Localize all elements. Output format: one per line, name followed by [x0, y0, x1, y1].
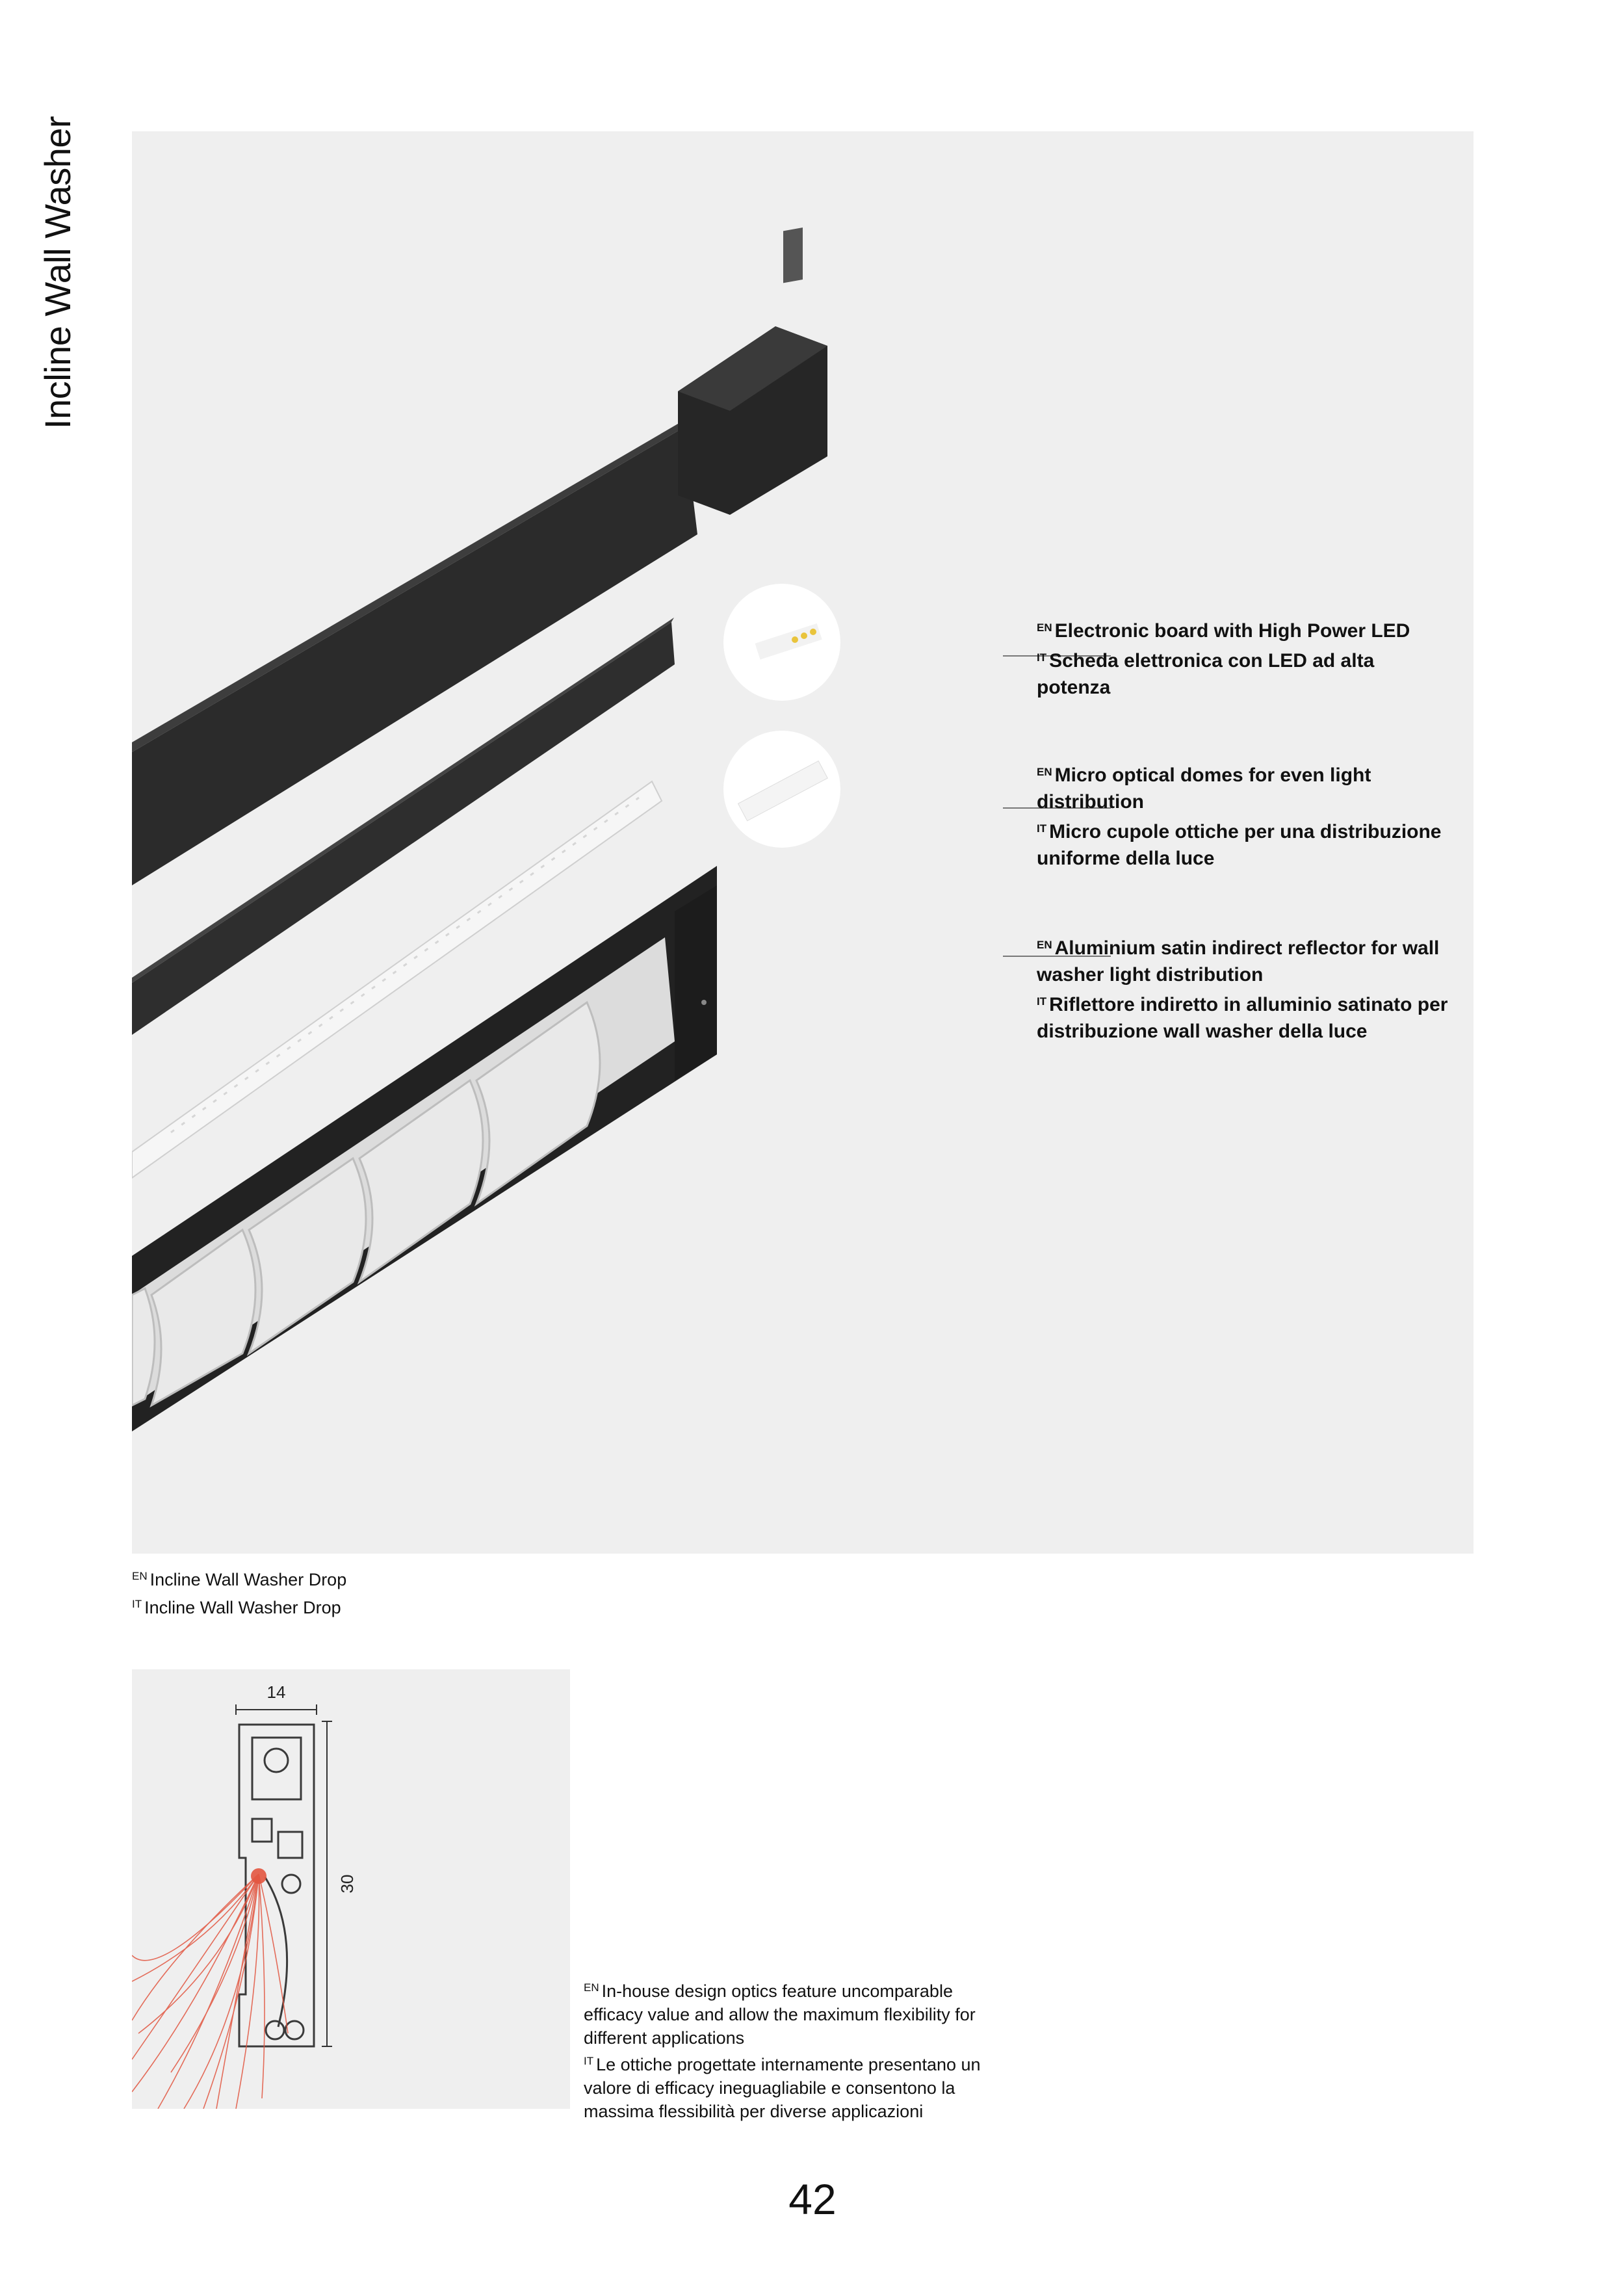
- callout-pcb: [1037, 614, 1453, 701]
- optics-en: In-house design optics feature uncomparable efficacy value and allow the maximum flexibility for different applications: [584, 1981, 976, 2048]
- lang-tag-en: EN: [1037, 939, 1052, 951]
- profile-section-drawing: [132, 1669, 570, 2109]
- profile-section-panel: [132, 1669, 570, 2109]
- lang-tag-it: IT: [1037, 995, 1047, 1008]
- page-number: 42: [788, 2175, 837, 2223]
- lang-tag-en: EN: [584, 1981, 599, 1994]
- light-rays: [132, 1874, 288, 2109]
- lang-tag-it: IT: [1037, 651, 1047, 664]
- caption-en: Incline Wall Washer Drop: [149, 1570, 347, 1589]
- lang-tag-it: IT: [584, 2055, 594, 2067]
- lang-tag-it: IT: [1037, 822, 1047, 835]
- height-dimension-label: 30: [337, 1874, 357, 1894]
- optics-description: [584, 1976, 1013, 2123]
- optics-it: Le ottiche progettate internamente presentano un valore di efficacy ineguagliabile e consentono la massima flessibilità per diverse applicazioni: [584, 2055, 981, 2121]
- width-dimension-label: 14: [266, 1682, 286, 1702]
- callout-domes-it: Micro cupole ottiche per una distribuzione uniforme della luce: [1037, 821, 1442, 869]
- lang-tag-en: EN: [1037, 621, 1052, 634]
- lang-tag-en: EN: [1037, 766, 1052, 778]
- callout-domes: [1037, 759, 1453, 872]
- product-caption: [132, 1564, 346, 1620]
- side-title: Incline Wall Washer: [37, 116, 78, 429]
- pcb-detail-bubble: [723, 584, 840, 701]
- caption-it: Incline Wall Washer Drop: [144, 1598, 341, 1617]
- callout-reflector-it: Riflettore indiretto in alluminio satinato per distribuzione wall washer della luce: [1037, 994, 1448, 1042]
- lang-tag-it: IT: [132, 1598, 142, 1610]
- callout-pcb-it: Scheda elettronica con LED ad alta potenza: [1037, 650, 1375, 698]
- callout-domes-en: Micro optical domes for even light distribution: [1037, 764, 1371, 813]
- callout-pcb-en: Electronic board with High Power LED: [1054, 620, 1410, 642]
- callout-reflector: [1037, 932, 1453, 1045]
- dome-detail-bubble: [723, 731, 840, 848]
- lang-tag-en: EN: [132, 1570, 148, 1582]
- callout-reflector-en: Aluminium satin indirect reflector for wall washer light distribution: [1037, 937, 1440, 985]
